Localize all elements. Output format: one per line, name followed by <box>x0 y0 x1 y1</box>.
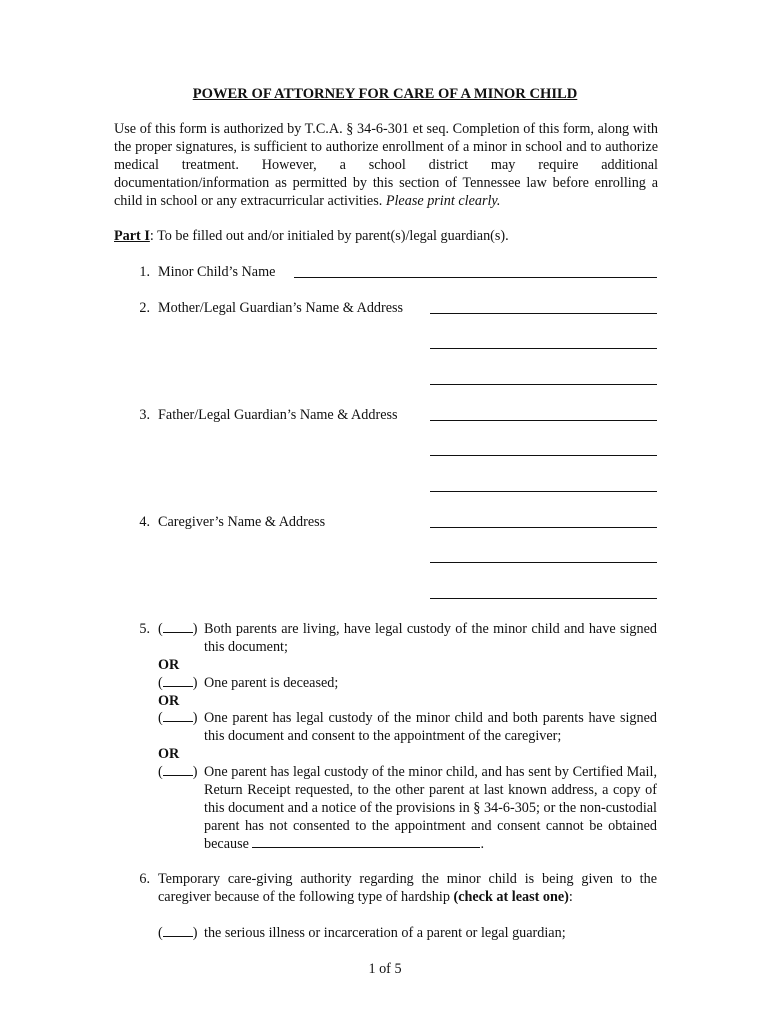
intro-paragraph <box>114 120 658 210</box>
minor-child-name-field[interactable] <box>294 277 657 278</box>
hardship-text: Temporary care-giving authority regarding the minor child is being given to the caregiver because of the following type of hardship <box>158 871 657 905</box>
custody-option-4-text <box>204 763 657 853</box>
colon: : <box>568 889 573 905</box>
period: . <box>480 836 484 852</box>
consent-reason-field[interactable] <box>252 835 480 848</box>
custody-option-1-checkbox[interactable]: ( ) <box>158 621 198 637</box>
document-title: POWER OF ATTORNEY FOR CARE OF A MINOR CHILD <box>192 86 578 102</box>
or-label-3: OR <box>158 746 180 762</box>
item-2-number: 2. <box>139 300 150 316</box>
custody-option-3-checkbox[interactable]: ( ) <box>158 710 198 726</box>
custody-option-2-text: One parent is deceased; <box>204 675 339 691</box>
page-number: 1 of 5 <box>368 961 402 977</box>
item-5-number: 5. <box>139 621 150 637</box>
item-1-label: Minor Child’s Name <box>158 264 276 280</box>
caregiver-address-line-1[interactable] <box>430 562 657 563</box>
custody-option-4-body: One parent has legal custody of the minor child, and has sent by Certified Mail, Return Receipt requested, to the other parent at last known address, a copy of this document and a notice of the provisions in § 34-6-305; or the non-custodial parent has not consented to the appointment and consent cannot be obtained because <box>204 764 657 852</box>
custody-option-3-text: One parent has legal custody of the minor child and both parents have signed this document and consent to the appointment of the caregiver; <box>204 710 657 744</box>
or-label-1: OR <box>158 657 180 673</box>
item-4-number: 4. <box>139 514 150 530</box>
mother-address-line-1[interactable] <box>430 348 657 349</box>
mother-name-field[interactable] <box>430 313 657 314</box>
caregiver-address-line-2[interactable] <box>430 598 657 599</box>
part-one-text: : To be filled out and/or initialed by parent(s)/legal guardian(s). <box>149 228 509 244</box>
custody-option-4-checkbox[interactable]: ( ) <box>158 764 198 780</box>
intro-text: Use of this form is authorized by T.C.A. § 34-6-301 et seq. Completion of this form, along with the proper signatures, is sufficient to authorize enrollment of a minor in school and to authorize medical treatment. However, a school district may require additional documentation/information as permitted by this section of Tennessee law before enrolling a child in school or any extracurricular activities. <box>114 121 658 209</box>
father-address-line-1[interactable] <box>430 455 657 456</box>
item-2-label: Mother/Legal Guardian’s Name & Address <box>158 300 404 316</box>
item-3-number: 3. <box>139 407 150 423</box>
father-name-field[interactable] <box>430 420 657 421</box>
check-at-least-one: (check at least one) <box>453 889 569 905</box>
item-4-label: Caregiver’s Name & Address <box>158 514 326 530</box>
item-1-number: 1. <box>139 264 150 280</box>
custody-option-1-text: Both parents are living, have legal custody of the minor child and have signed this document; <box>204 621 657 655</box>
print-clearly-note: Please print clearly. <box>385 193 501 209</box>
or-label-2: OR <box>158 693 180 709</box>
hardship-option-1-text: the serious illness or incarceration of a parent or legal guardian; <box>204 925 566 941</box>
hardship-option-1-checkbox[interactable]: ( ) <box>158 925 198 941</box>
father-address-line-2[interactable] <box>430 491 657 492</box>
item-6-number: 6. <box>139 871 150 887</box>
custody-option-2-checkbox[interactable]: ( ) <box>158 675 198 691</box>
item-3-label: Father/Legal Guardian’s Name & Address <box>158 407 398 423</box>
part-one-label: Part I <box>114 228 150 244</box>
part-one-heading <box>114 227 509 245</box>
item-6-text <box>158 870 657 906</box>
mother-address-line-2[interactable] <box>430 384 657 385</box>
caregiver-name-field[interactable] <box>430 527 657 528</box>
